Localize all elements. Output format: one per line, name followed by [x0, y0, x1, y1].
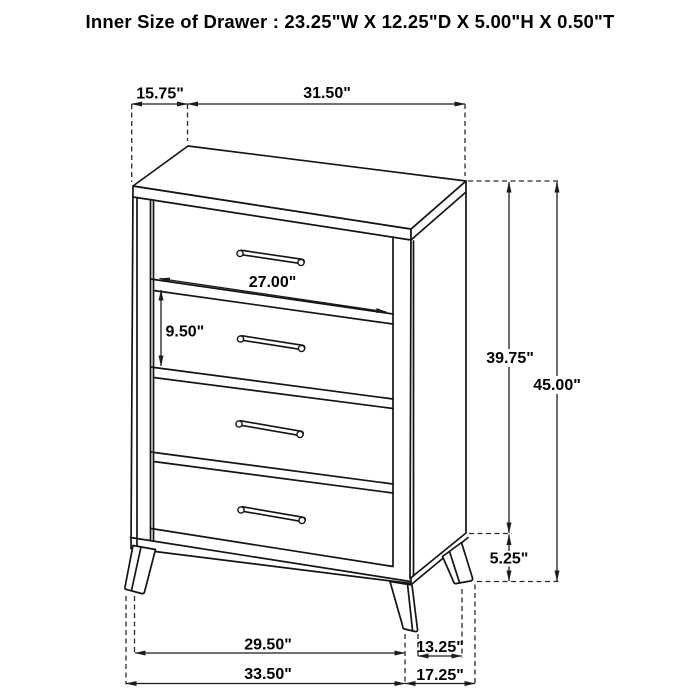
label-top-depth: 15.75": [136, 85, 184, 103]
front-left-leg: [125, 546, 156, 594]
label-side-leg-span: 13.25": [416, 639, 464, 656]
label-base-depth: 17.25": [416, 667, 464, 684]
front-right-leg: [390, 582, 418, 632]
handle-end: [297, 431, 303, 437]
label-front-leg-span: 29.50": [244, 636, 292, 654]
handle-end: [237, 336, 243, 342]
height-dimension-group: [468, 181, 581, 582]
front-face: [131, 186, 411, 584]
label-overall-height: 45.00": [533, 377, 581, 394]
handle-end: [238, 507, 244, 513]
label-leg-height: 5.25": [489, 550, 529, 568]
side-face: [410, 181, 466, 579]
handle-end: [237, 250, 243, 256]
handle-end: [236, 421, 242, 427]
handle-end: [298, 259, 304, 265]
label-base-width: 33.50": [244, 666, 292, 683]
figure-title: Inner Size of Drawer : 23.25"W X 12.25"D X 5.00"H X 0.50"T: [85, 11, 615, 32]
bottom-width-dimension-group: [126, 596, 405, 685]
label-top-width: 31.50": [303, 85, 351, 102]
handle-end: [299, 517, 305, 523]
handle-end: [298, 345, 304, 351]
label-carcass-height: 39.75": [486, 350, 534, 367]
label-drawer-width: 27.00": [248, 274, 297, 291]
label-drawer-front-height: 9.50": [165, 323, 205, 341]
bottom-depth-dimension-group: [405, 585, 475, 685]
